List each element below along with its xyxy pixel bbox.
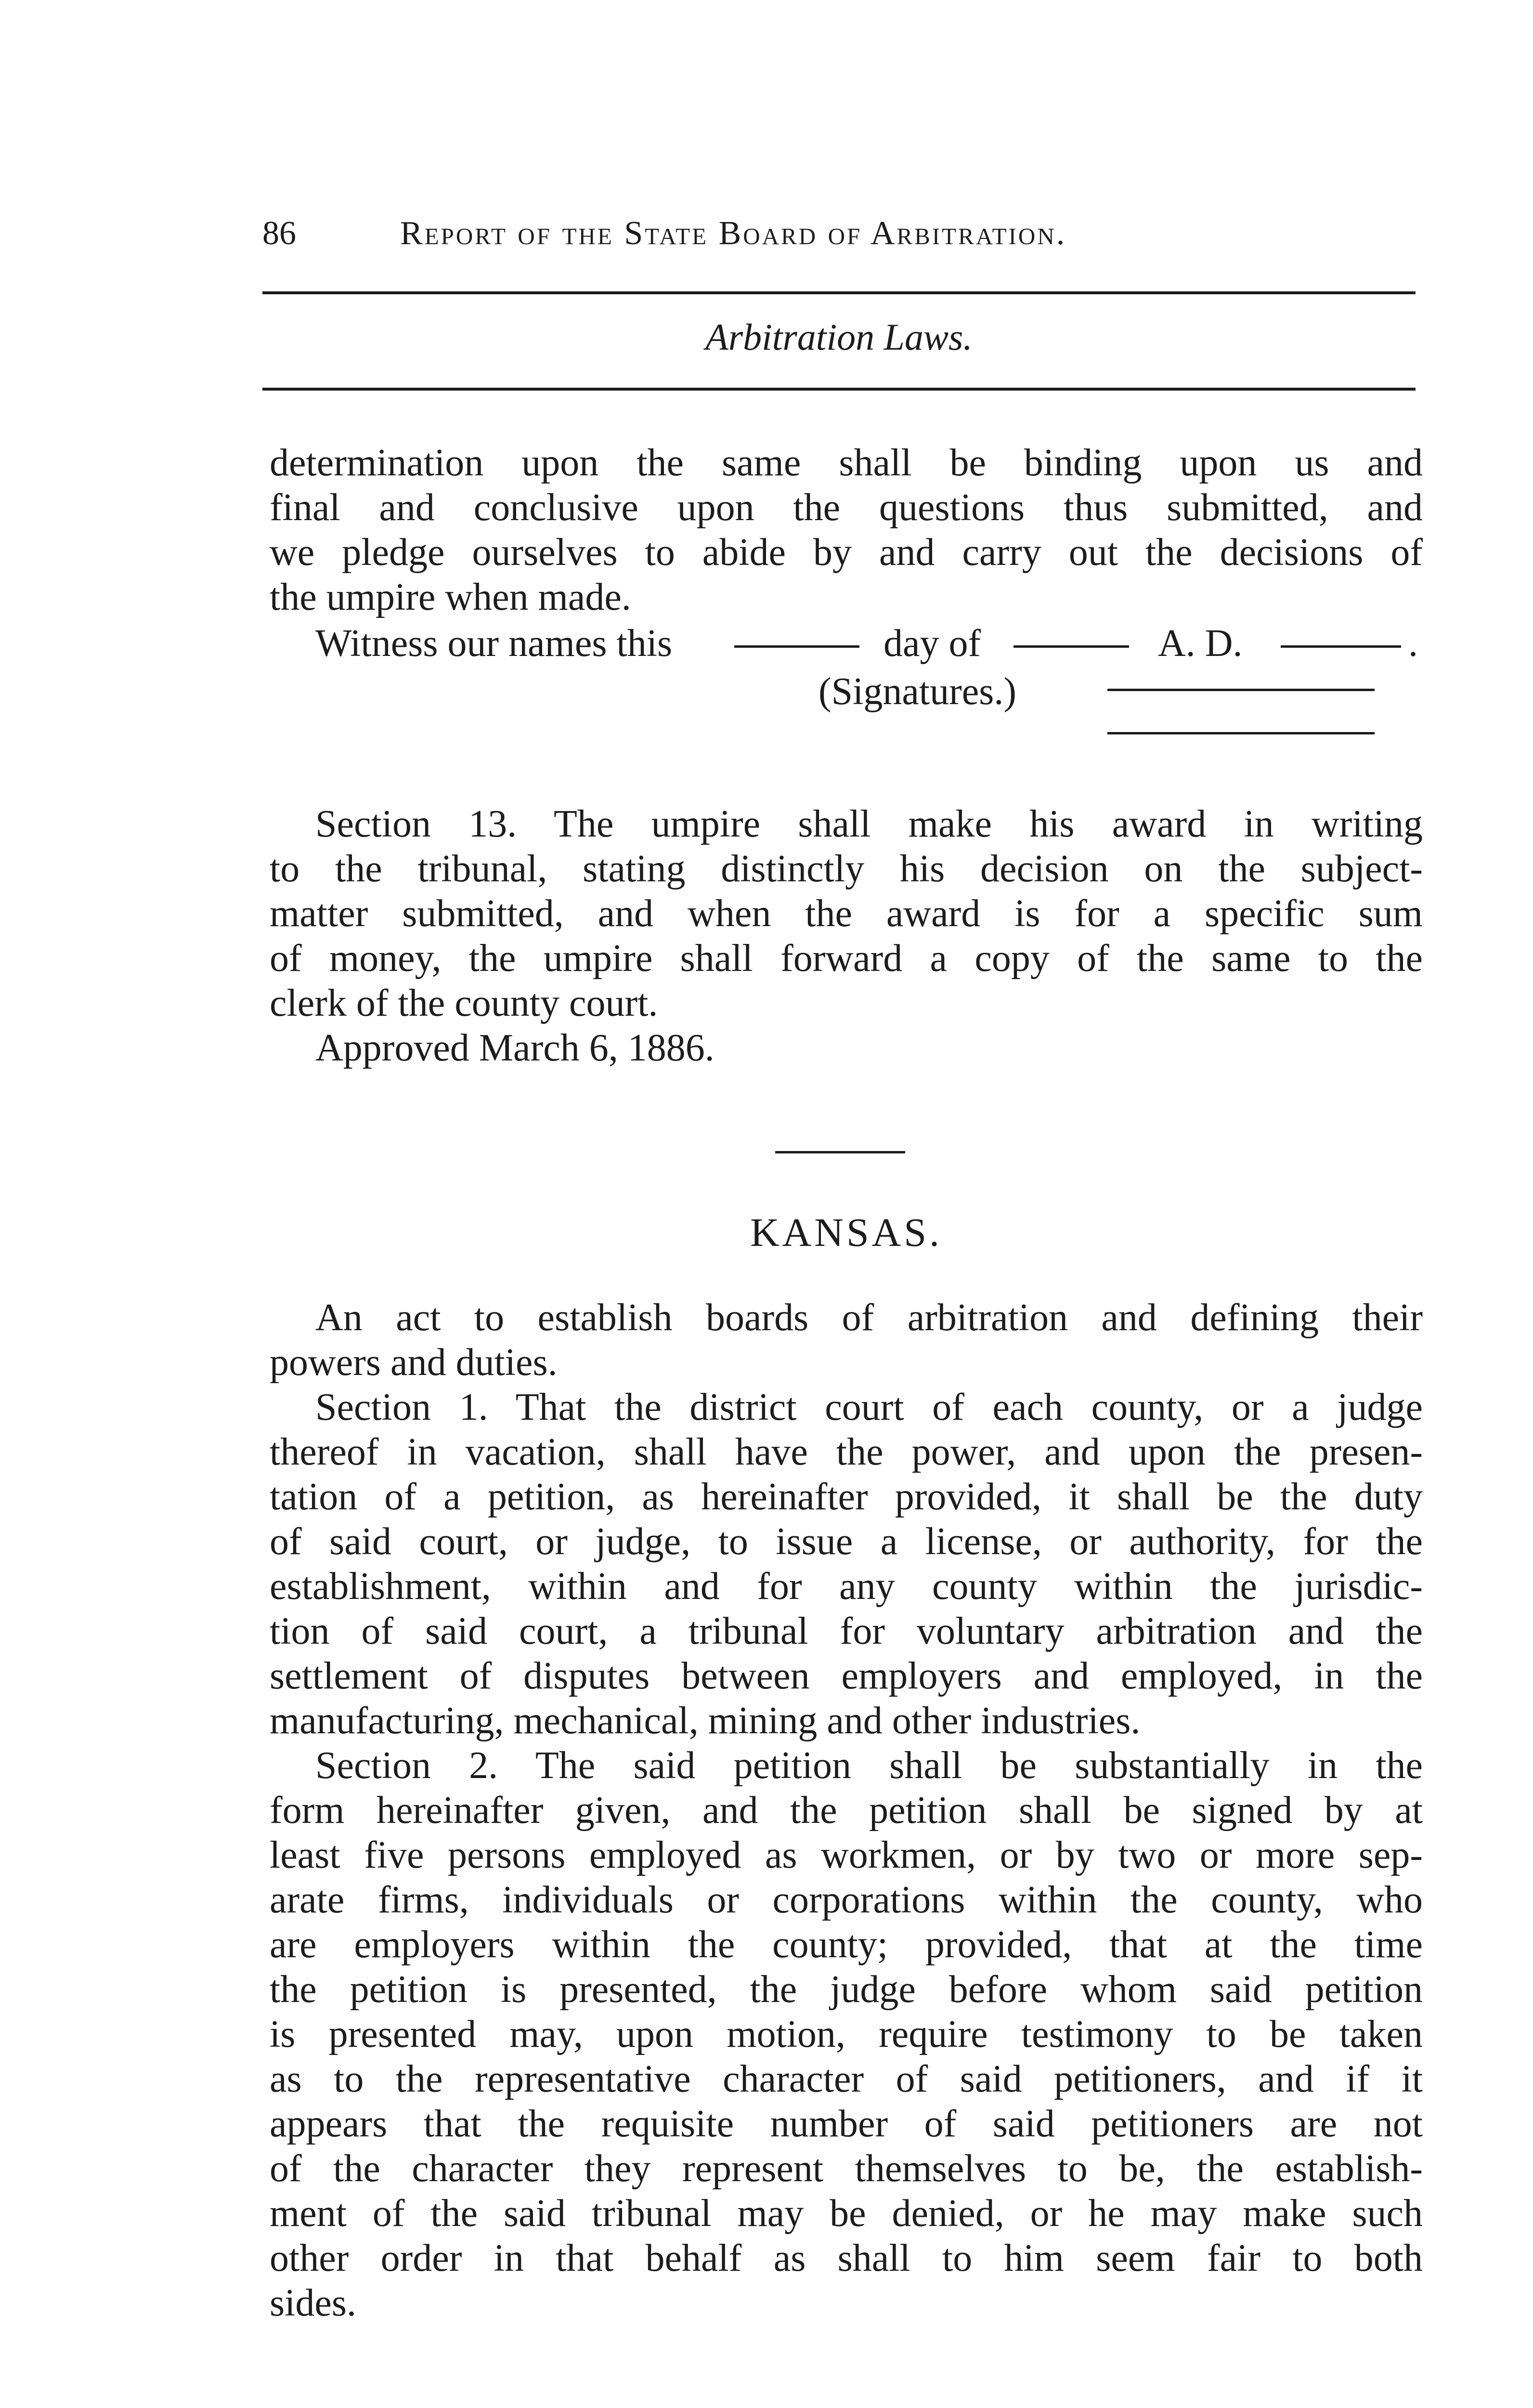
witness-ad: A. D. [1158,622,1243,665]
text-line: ment of the said tribunal may be denied, or he may make such [270,2192,1423,2235]
text-line: matter submitted, and when the award is for a specific sum [270,892,1423,935]
kansas-section-1 [270,1385,1423,1743]
text-line: we pledge ourselves to abide by and carry out the decisions of [270,531,1423,574]
text-line: Section 1. That the district court of each county, or a judge [315,1386,1423,1428]
text-line: thereof in vacation, shall have the power, and upon the presen- [270,1431,1423,1473]
approval-date: Approved March 6, 1886. [315,1027,715,1069]
page-subheading: Arbitration Laws. [705,316,973,358]
text-line: Section 2. The said petition shall be substantially in the [315,1744,1423,1787]
text-line: of money, the umpire shall forward a copy of the same to the [270,937,1423,980]
text-line: An act to establish boards of arbitration and defining their [315,1296,1423,1339]
text-line: tion of said court, a tribunal for voluntary arbitration and the [270,1610,1423,1652]
blank-month [1013,645,1129,648]
text-line: determination upon the same shall be binding upon us and [270,442,1423,484]
witness-prefix: Witness our names this [315,622,673,665]
kansas-section-2 [270,1743,1423,2326]
page-number: 86 [262,215,296,252]
blank-year [1281,645,1401,648]
kansas-act-intro [270,1296,1423,1385]
text-line: arate firms, individuals or corporations within the county, who [270,1879,1423,1921]
header-rule-bottom [262,388,1416,391]
text-line: clerk of the county court. [270,982,658,1024]
text-line: is presented may, upon motion, require testimony to be taken [270,2013,1423,2055]
running-header [262,205,1418,262]
text-line: least five persons employed as workmen, or by two or more sep- [270,1834,1423,1876]
text-line: as to the representative character of said petitioners, and if it [270,2058,1423,2100]
text-line: other order in that behalf as shall to him seem fair to both [270,2237,1423,2279]
blank-day [734,645,859,648]
section-divider [775,1151,905,1153]
text-line: settlement of disputes between employers and employed, in the [270,1655,1423,1697]
text-line: powers and duties. [270,1341,558,1384]
witness-day-of: day of [883,622,981,665]
state-heading: KANSAS. [750,1210,943,1255]
text-line: the petition is presented, the judge before whom said petition [270,1968,1423,2011]
text-line: of the character they represent themselves to be, the establish- [270,2147,1423,2190]
text-line: sides. [270,2282,356,2324]
signature-line-2 [1107,732,1375,734]
text-line: manufacturing, mechanical, mining and other industries. [270,1700,1141,1742]
signature-line-1 [1107,689,1375,691]
text-line: final and conclusive upon the questions thus submitted, and [270,486,1423,529]
witness-end: . [1408,622,1418,665]
text-line: tation of a petition, as hereinafter provided, it shall be the duty [270,1476,1423,1518]
text-line: appears that the requisite number of said petitioners are not [270,2103,1423,2145]
section-13 [270,802,1423,1072]
witness-line [315,621,1423,667]
text-line: are employers within the county; provided, that at the time [270,1924,1423,1966]
text-line: establishment, within and for any county within the jurisdic- [270,1565,1423,1608]
signatures-label: (Signatures.) [818,670,1017,713]
header-rule-top [262,291,1416,294]
text-line: the umpire when made. [270,576,631,618]
text-line: of said court, or judge, to issue a license, or authority, for the [270,1520,1423,1563]
running-title: Report of the State Board of Arbitration. [400,215,1067,252]
text-line: form hereinafter given, and the petition shall be signed by at [270,1789,1423,1832]
agreement-continuation [270,441,1423,620]
text-line: Section 13. The umpire shall make his award in writing [315,803,1423,845]
text-line: to the tribunal, stating distinctly his decision on the subject- [270,848,1423,890]
